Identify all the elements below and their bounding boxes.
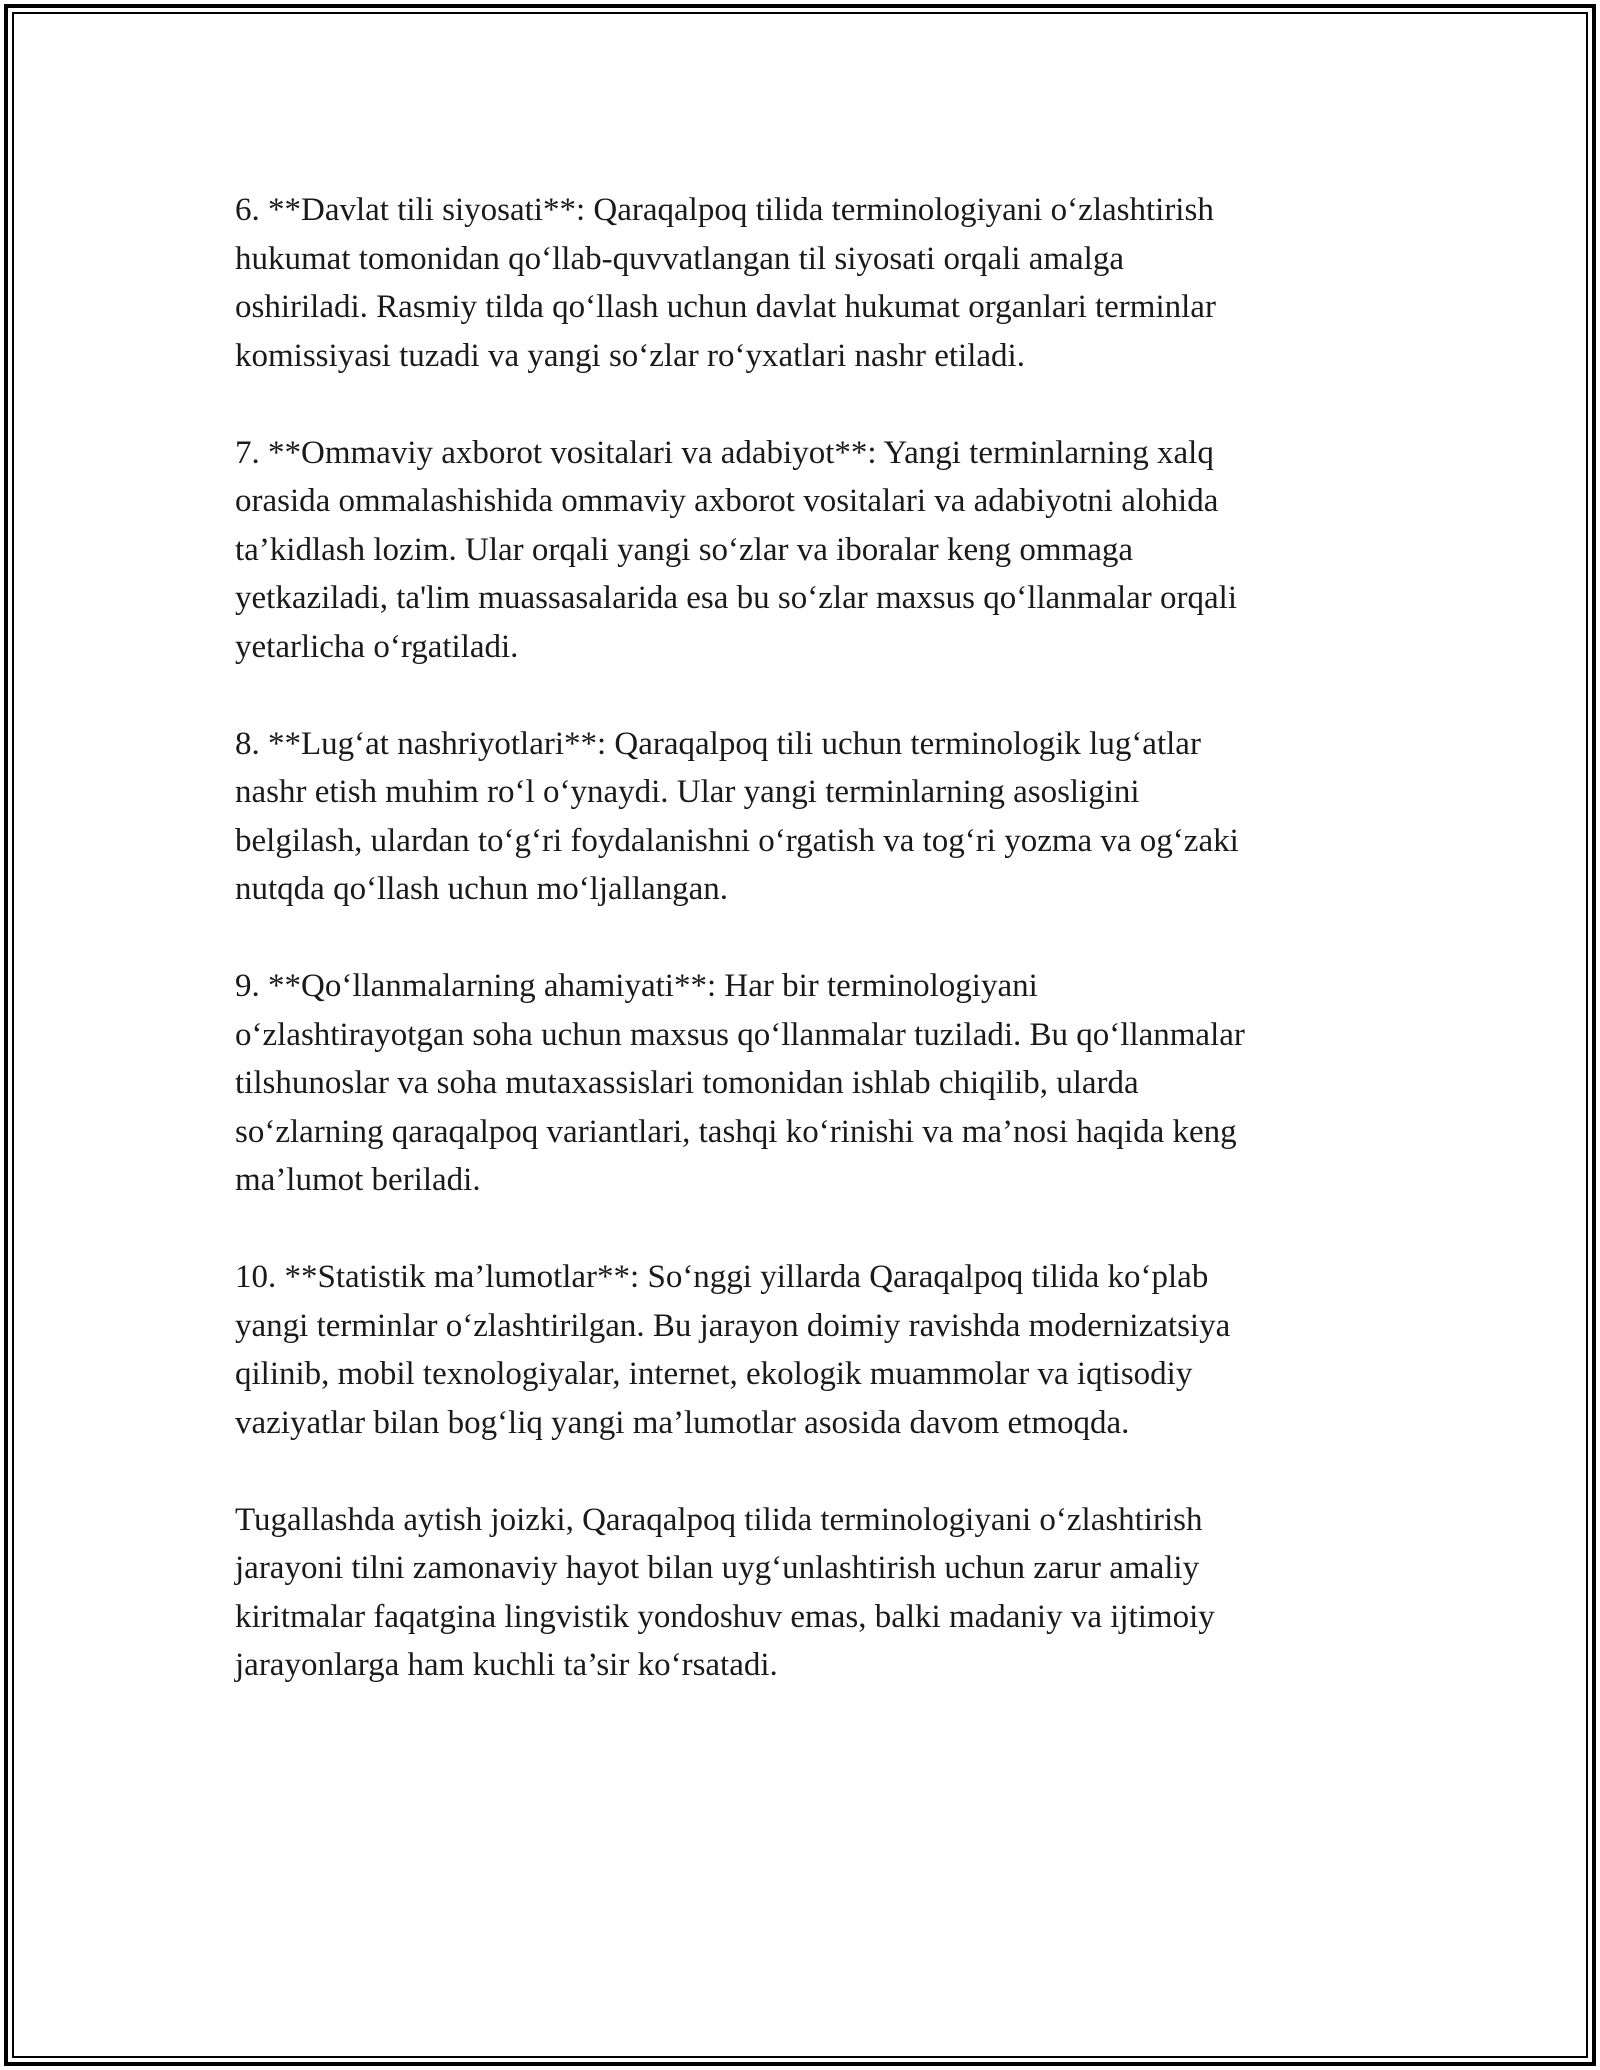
document-body [235,186,1385,1738]
text-line: 6. **Davlat tili siyosati**: Qaraqalpoq tilida terminologiyani o‘zlashtirish [235,192,1214,228]
text-line: qilinib, mobil texnologiyalar, internet, ekologik muammolar va iqtisodiy [235,1356,1193,1392]
paragraph-statistical-data [235,1253,1385,1447]
paragraph-state-language-policy [235,186,1385,380]
text-line: yetarlicha o‘rgatiladi. [235,628,519,665]
text-line: yangi terminlar o‘zlashtirilgan. Bu jarayon doimiy ravishda modernizatsiya [235,1307,1231,1344]
text-line: ma’lumot beriladi. [235,1162,481,1198]
text-line: 8. **Lug‘at nashriyotlari**: Qaraqalpoq tili uchun terminologik lug‘atlar [235,725,1201,762]
text-line: 10. **Statistik ma’lumotlar**: So‘nggi yillarda Qaraqalpoq tilida ko‘plab [235,1259,1209,1295]
text-line: komissiyasi tuzadi va yangi so‘zlar ro‘yxatlari nashr etiladi. [235,337,1025,374]
text-line: 9. **Qo‘llanmalarning ahamiyati**: Har bir terminologiyani [235,968,1038,1004]
text-line: Tugallashda aytish joizki, Qaraqalpoq tilida terminologiyani o‘zlashtirish [235,1501,1203,1538]
text-line: o‘zlashtirayotgan soha uchun maxsus qo‘llanmalar tuziladi. Bu qo‘llanmalar [235,1016,1245,1053]
text-line: so‘zlarning qaraqalpoq variantlari, tashqi ko‘rinishi va ma’nosi haqida keng [235,1113,1237,1150]
text-line: oshiriladi. Rasmiy tilda qo‘llash uchun davlat hukumat organlari terminlar [235,289,1216,325]
text-line: jarayoni tilni zamonaviy hayot bilan uyg‘unlashtirish uchun zarur amaliy [235,1550,1200,1586]
text-line: jarayonlarga ham kuchli ta’sir ko‘rsatadi. [235,1647,778,1683]
text-line: nashr etish muhim ro‘l o‘ynaydi. Ular yangi terminlarning asosligini [235,774,1140,810]
text-line: belgilash, ulardan to‘g‘ri foydalanishni o‘rgatish va tog‘ri yozma va og‘zaki [235,822,1239,859]
paragraph-manuals-importance [235,962,1385,1205]
text-line: yetkaziladi, ta'lim muassasalarida esa bu so‘zlar maxsus qo‘llanmalar orqali [235,580,1238,616]
paragraph-dictionary-publishers [235,720,1385,914]
text-line: orasida ommalashishida ommaviy axborot vositalari va adabiyotni alohida [235,483,1219,519]
text-line: hukumat tomonidan qo‘llab-quvvatlangan til siyosati orqali amalga [235,240,1124,277]
text-line: tilshunoslar va soha mutaxassislari tomonidan ishlab chiqilib, ularda [235,1065,1139,1101]
text-line: nutqda qo‘llash uchun mo‘ljallangan. [235,871,729,907]
paragraph-mass-media [235,429,1385,672]
text-line: 7. **Ommaviy axborot vositalari va adabiyot**: Yangi terminlarning xalq [235,434,1214,471]
text-line: vaziyatlar bilan bog‘liq yangi ma’lumotlar asosida davom etmoqda. [235,1404,1130,1441]
text-line: kiritmalar faqatgina lingvistik yondoshuv emas, balki madaniy va ijtimoiy [235,1598,1215,1635]
paragraph-conclusion [235,1496,1385,1690]
text-line: ta’kidlash lozim. Ular orqali yangi so‘zlar va iboralar keng ommaga [235,531,1134,568]
